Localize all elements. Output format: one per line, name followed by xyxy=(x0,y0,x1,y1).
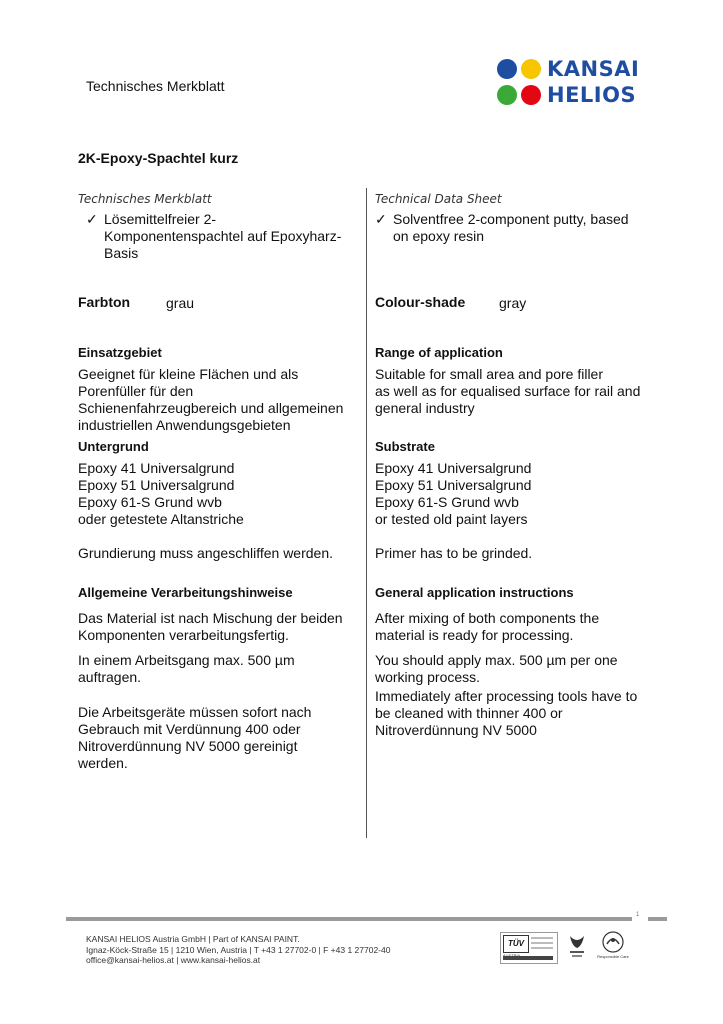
footer-line-2: Ignaz-Köck-Straße 15 | 1210 Wien, Austria | T +43 1 27702-0 | F +43 1 27702-40 xyxy=(86,944,391,955)
colour-value-en: gray xyxy=(499,295,527,311)
colour-label-en: Colour-shade xyxy=(375,294,466,310)
cert-text-line xyxy=(531,947,553,949)
bullet-text-de: Lösemittelfreier 2- Komponentenspachtel auf Epoxyharz- Basis xyxy=(104,211,342,261)
instructions-head-en: General application instructions xyxy=(375,585,574,600)
column-divider xyxy=(366,188,367,838)
footer-rule xyxy=(66,917,632,921)
bullet-text-en: Solventfree 2-component putty, based on epoxy resin xyxy=(393,211,629,244)
responsible-care-badge xyxy=(598,930,628,962)
footer-rule-end xyxy=(648,917,667,921)
instr-2-en: You should apply max. 500 µm per one working process. xyxy=(375,652,618,685)
application-head-en: Range of application xyxy=(375,345,503,360)
logo-dot-red xyxy=(521,85,541,105)
check-icon: ✓ xyxy=(86,211,98,227)
company-logo xyxy=(497,58,657,108)
page-number: 1 xyxy=(636,912,640,918)
responsible-care-label: Responsible Care xyxy=(597,954,629,959)
instr-1-en: After mixing of both components the material is ready for processing. xyxy=(375,610,600,643)
substrate-head-en: Substrate xyxy=(375,439,435,454)
application-text-de: Geeignet für kleine Flächen und als Porenfüller für den Schienenfahrzeugbereich und allgemeinen industriellen Anwendungsgebieten xyxy=(78,366,344,433)
product-title: 2K-Epoxy-Spachtel kurz xyxy=(78,150,239,166)
responsible-care-icon xyxy=(598,930,628,954)
cert-text-line xyxy=(531,937,553,939)
footer-address xyxy=(86,934,390,966)
sustainability-seal xyxy=(566,932,588,960)
logo-text-line2: HELIOS xyxy=(547,83,637,107)
application-text-en: Suitable for small area and pore filler as well as for equalised surface for rail and general industry xyxy=(375,366,641,416)
tuv-certificate-badge xyxy=(500,932,558,964)
instr-2-de: In einem Arbeitsgang max. 500 µm auftragen. xyxy=(78,652,295,685)
instr-1-de: Das Material ist nach Mischung der beiden Komponenten verarbeitungsfertig. xyxy=(78,610,343,643)
substrate-head-de: Untergrund xyxy=(78,439,149,454)
logo-dot-blue xyxy=(497,59,517,79)
bullet-en xyxy=(375,211,665,245)
sheet-label-en: Technical Data Sheet xyxy=(375,192,502,206)
cert-bar xyxy=(503,956,553,960)
logo-text-line1: KANSAI xyxy=(547,57,640,81)
tuv-logo-text: TÜV xyxy=(503,935,529,953)
check-icon: ✓ xyxy=(375,211,387,227)
cert-text-line xyxy=(531,942,553,944)
logo-dot-green xyxy=(497,85,517,105)
substrate-text-de: Epoxy 41 Universalgrund Epoxy 51 Universalgrund Epoxy 61-S Grund wvb oder getestete Altanstriche xyxy=(78,460,244,527)
logo-dot-yellow xyxy=(521,59,541,79)
sheet-label-de: Technisches Merkblatt xyxy=(78,192,212,206)
substrate-text-en: Epoxy 41 Universalgrund Epoxy 51 Universalgrund Epoxy 61-S Grund wvb or tested old paint layers xyxy=(375,460,532,527)
colour-value-de: grau xyxy=(166,295,195,311)
primer-text-en: Primer has to be grinded. xyxy=(375,545,533,561)
application-head-de: Einsatzgebiet xyxy=(78,345,162,360)
bullet-de xyxy=(86,211,361,262)
primer-text-de: Grundierung muss angeschliffen werden. xyxy=(78,545,334,561)
instr-3-en: Immediately after processing tools have to be cleaned with thinner 400 or Nitroverdünnung NV 5000 xyxy=(375,688,638,738)
instructions-head-de: Allgemeine Verarbeitungshinweise xyxy=(78,585,293,600)
footer-line-3: office@kansai-helios.at | www.kansai-helios.at xyxy=(86,955,261,965)
header-title: Technisches Merkblatt xyxy=(86,78,225,94)
footer-line-1: KANSAI HELIOS Austria GmbH | Part of KANSAI PAINT. xyxy=(86,934,300,944)
instr-3-de: Die Arbeitsgeräte müssen sofort nach Gebrauch mit Verdünnung 400 oder Nitroverdünnung NV 5000 gereinigt werden. xyxy=(78,704,312,771)
colour-label-de: Farbton xyxy=(78,294,131,310)
seal-icon xyxy=(566,932,588,960)
